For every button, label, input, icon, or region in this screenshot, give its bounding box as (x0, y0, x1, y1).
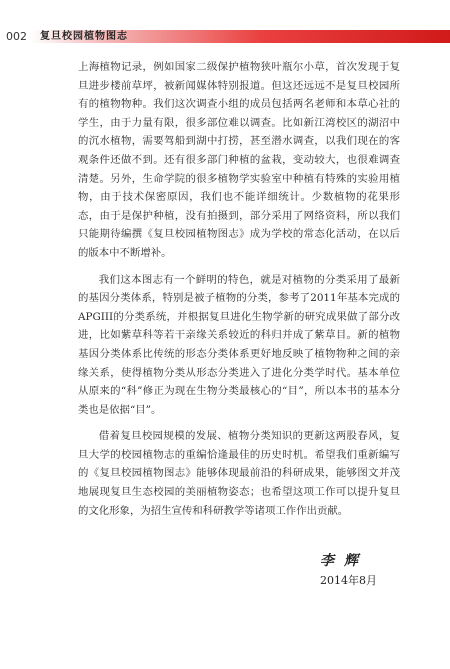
paragraph-continued: 上海植物记录，例如国家二级保护植物狭叶瓶尔小草，首次发现于复旦进步楼前草坪，被新闻媒体特别报道。但这还远远不是复旦校园所有的植物物种。我们这次调查小组的成员包括两名老师和本草心社的学生，由于力量有限，很多部位难以调查。比如新江湾校区的湖沼中的沉水植物，需要驾船到湖中打捞，甚至潜水调查，以我们现在的客观条件还做不到。还有很多部门种植的盆栽，变动较大，也很难调查清楚。另外，生命学院的很多植物学实验室中种植有特殊的实验用植物，由于技术保密原因，我们也不能详细统计。少数植物的花果形态，由于是保护种植，没有拍摄到，部分采用了网络资料，所以我们只能期待编撰《复旦校园植物图志》成为学校的常态化活动，在以后的版本中不断增补。 (78, 61, 400, 259)
paragraph-conclusion: 借着复旦校园规模的发展、植物分类知识的更新这两股春风，复旦大学的校园植物志的重编恰逢最佳的历史时机。希望我们重新编写的《复旦校园植物图志》能够体现最前沿的科研成果，能够图文并茂地展现复旦生态校园的美丽植物姿态；也希望这项工作可以提升复旦的文化形象，为招生宣传和科研教学等诸项工作作出贡献。 (78, 430, 400, 517)
page-number: 002 (6, 30, 27, 43)
running-header (0, 30, 450, 44)
paragraph-classification: 我们这本图志有一个鲜明的特色，就是对植物的分类采用了最新的基因分类体系，特别是被子植物的分类，参考了2011年基本完成的APGIII的分类系统，并根据复旦进化生物学新的研究成果做了部分改进，比如紫草科等若干亲缘关系较近的科归并成了紫草目。新的植物基因分类体系比传统的形态分类体系更好地反映了植物物种之间的亲缘关系，使得植物分类从形态分类进入了进化分类学时代。基本单位从原来的“科”修正为现在生物分类最核心的“目”，所以本书的基本分类也是依据“目”。 (78, 273, 400, 416)
signature-date: 2014年8月 (320, 574, 377, 587)
author-signature: 李辉 (320, 553, 368, 569)
body-text (78, 58, 400, 528)
book-title: 复旦校园植物图志 (40, 31, 128, 42)
